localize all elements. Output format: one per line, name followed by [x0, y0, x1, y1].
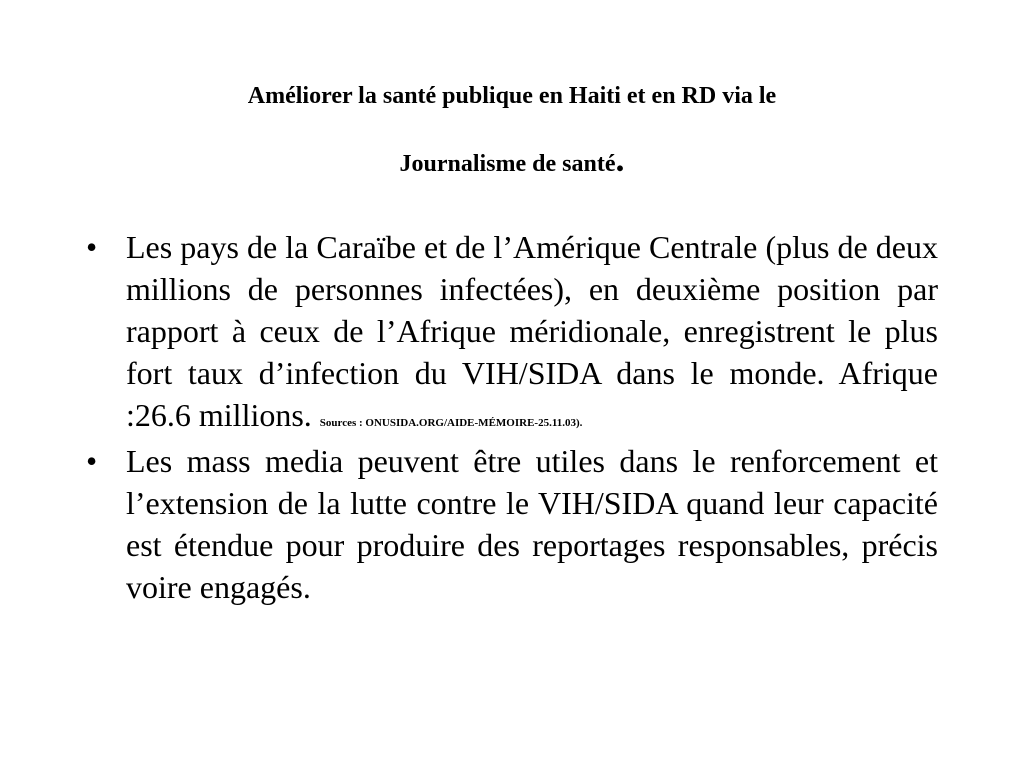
bullet-marker: • — [86, 229, 98, 265]
bullet-item-2 — [86, 440, 938, 608]
title-line-2 — [0, 139, 1024, 184]
bullet-text: Les pays de la Caraïbe et de l’Amérique Centrale (plus de deux millions de personnes infectées), en deuxième position par rapport à ceux de l’Afrique méridionale, enregistrent le plus fort taux d’infection du VIH/SIDA dans le monde. Afrique :26.6 millions. — [126, 229, 938, 433]
bullet-item-1 — [86, 226, 938, 436]
source-citation: Sources : ONUSIDA.ORG/AIDE-MÉMOIRE-25.11.03). — [319, 417, 583, 429]
slide-title — [0, 76, 1024, 184]
bullet-marker: • — [86, 443, 98, 479]
title-line-1: Améliorer la santé publique en Haiti et en RD via le — [247, 83, 777, 109]
bullet-list — [86, 226, 938, 608]
title-line-2-text: Journalisme de santé — [399, 151, 616, 177]
title-end-mark: . — [615, 139, 625, 179]
bullet-text: Les mass media peuvent être utiles dans le renforcement et l’extension de la lutte contre le VIH/SIDA quand leur capacité est étendue pour produire des reportages responsables, précis voire engagés. — [126, 443, 938, 605]
